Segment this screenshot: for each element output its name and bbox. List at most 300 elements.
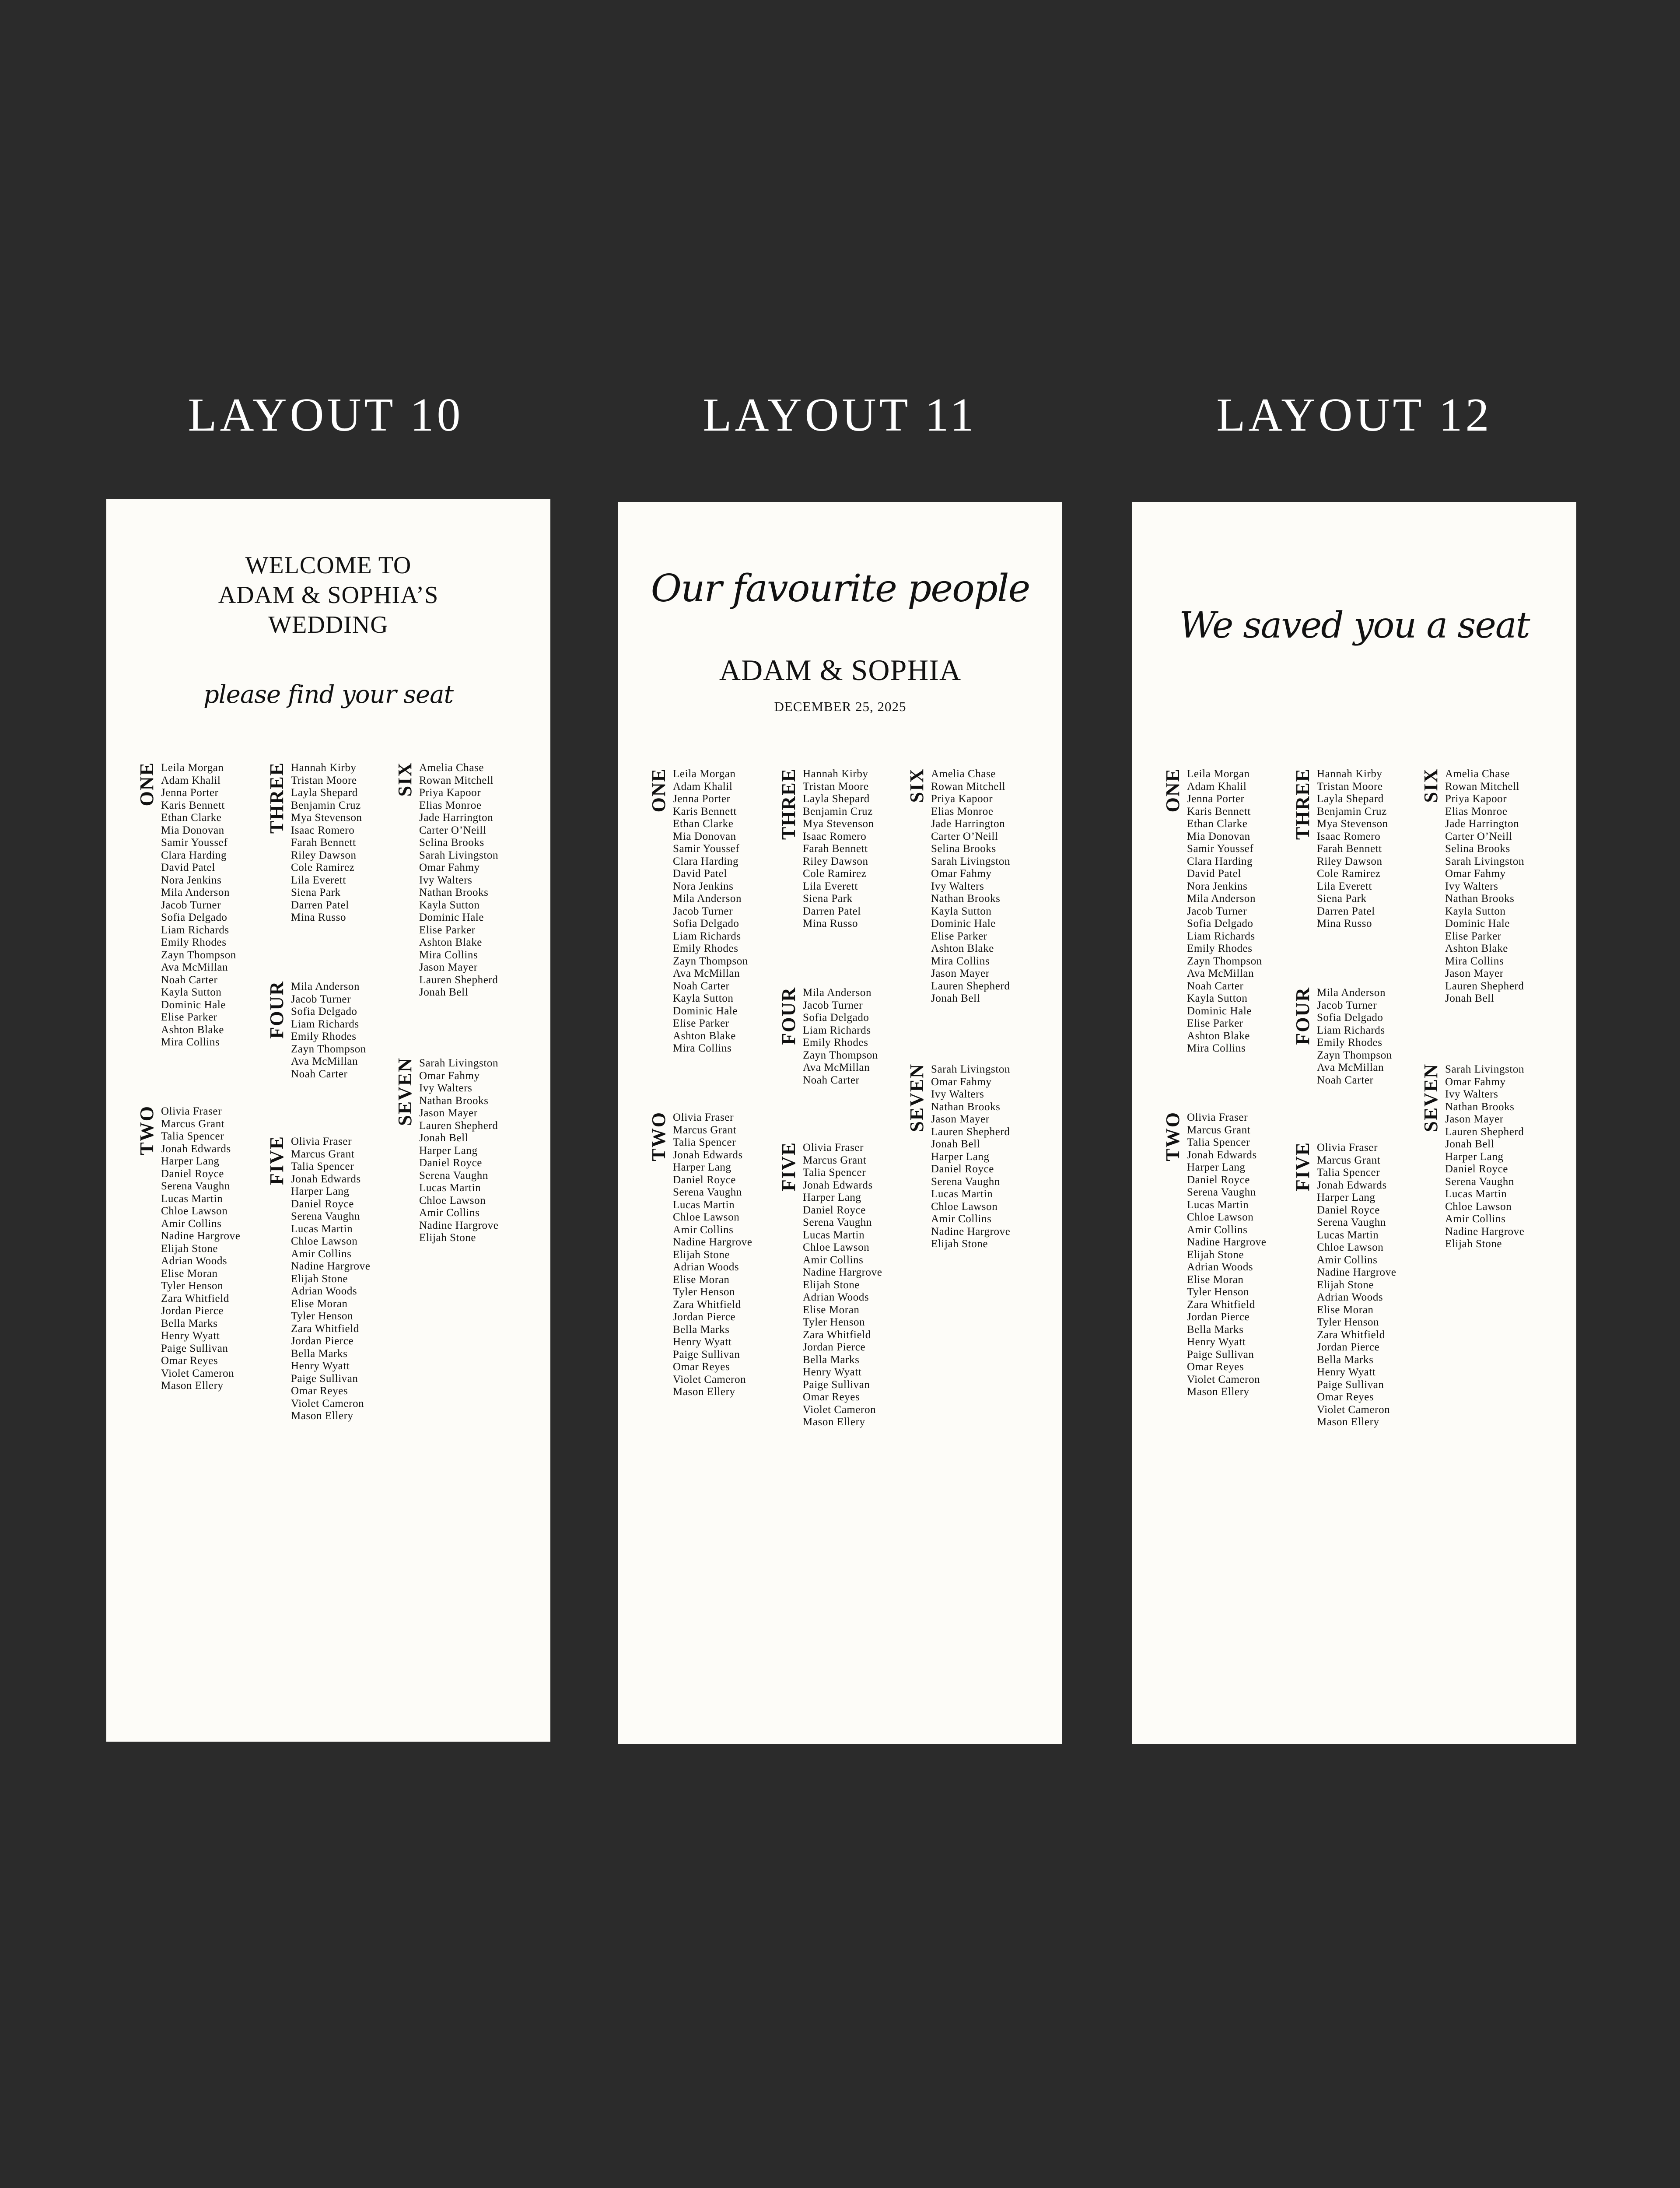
guest-name: Henry Wyatt bbox=[1187, 1336, 1246, 1348]
layout-11-title: LAYOUT 11 bbox=[703, 389, 977, 441]
guest-name: Jordan Pierce bbox=[803, 1341, 866, 1353]
guest-name: Ava McMillan bbox=[803, 1062, 870, 1073]
guest-name: Kayla Sutton bbox=[1445, 905, 1506, 917]
guest-name: Hannah Kirby bbox=[803, 768, 868, 780]
guest-name: Talia Spencer bbox=[1187, 1136, 1250, 1148]
guest-name: Mya Stevenson bbox=[1317, 818, 1388, 830]
guest-name: Jonah Edwards bbox=[1317, 1179, 1387, 1191]
guest-name: Karis Bennett bbox=[673, 805, 737, 817]
guest-name: Rowan Mitchell bbox=[1445, 780, 1520, 792]
guest-name: Zara Whitfield bbox=[673, 1298, 741, 1311]
guest-name: Olivia Fraser bbox=[1187, 1112, 1248, 1123]
guest-name: Henry Wyatt bbox=[291, 1360, 350, 1372]
guest-name: Sofia Delgado bbox=[803, 1012, 869, 1024]
guest-name: Tyler Henson bbox=[803, 1316, 865, 1328]
guest-name: Hannah Kirby bbox=[1317, 768, 1382, 780]
guest-name: Sarah Livingston bbox=[931, 855, 1011, 867]
table-three-guest-list bbox=[803, 768, 874, 930]
guest-name: Serena Vaughn bbox=[1317, 1217, 1386, 1228]
guest-name: Isaac Romero bbox=[291, 824, 355, 836]
guest-name: Mila Anderson bbox=[803, 987, 872, 999]
guest-name: Paige Sullivan bbox=[1187, 1348, 1254, 1360]
guest-name: Samir Youssef bbox=[673, 843, 740, 855]
guest-name: Liam Richards bbox=[1187, 930, 1255, 942]
guest-name: Jacob Turner bbox=[291, 993, 351, 1005]
guest-name: Siena Park bbox=[291, 887, 341, 898]
guest-name: Paige Sullivan bbox=[673, 1348, 740, 1360]
guest-name: Daniel Royce bbox=[291, 1198, 354, 1210]
guest-name: Carter O’Neill bbox=[1445, 830, 1512, 842]
guest-name: Olivia Fraser bbox=[161, 1105, 222, 1117]
guest-name: Zara Whitfield bbox=[161, 1292, 229, 1304]
guest-name: Olivia Fraser bbox=[291, 1136, 352, 1147]
guest-name: Jonah Edwards bbox=[161, 1143, 231, 1155]
guest-name: Nora Jenkins bbox=[161, 874, 222, 886]
guest-name: Samir Youssef bbox=[161, 837, 228, 849]
welcome-line: WELCOME TO bbox=[245, 552, 412, 579]
guest-name: Priya Kapoor bbox=[931, 793, 993, 805]
guest-name: Amir Collins bbox=[1187, 1224, 1248, 1236]
guest-name: Riley Dawson bbox=[291, 849, 357, 861]
guest-name: Noah Carter bbox=[291, 1068, 348, 1080]
guest-name: Bella Marks bbox=[803, 1353, 860, 1366]
guest-name: Bella Marks bbox=[1317, 1353, 1374, 1366]
guest-name: Nathan Brooks bbox=[1445, 893, 1515, 905]
guest-name: Marcus Grant bbox=[673, 1124, 737, 1136]
table-five-guest-list bbox=[1317, 1142, 1396, 1429]
guest-name: Mina Russo bbox=[291, 912, 346, 923]
guest-name: Omar Reyes bbox=[1187, 1361, 1244, 1373]
guest-name: Bella Marks bbox=[673, 1323, 730, 1336]
table-four-label: FOUR bbox=[778, 987, 799, 1045]
guest-name: Chloe Lawson bbox=[419, 1194, 486, 1206]
guest-name: Bella Marks bbox=[1187, 1323, 1244, 1336]
guest-name: Jacob Turner bbox=[803, 999, 863, 1011]
guest-name: Lucas Martin bbox=[673, 1199, 735, 1211]
guest-name: Clara Harding bbox=[673, 855, 739, 867]
guest-name: Adrian Woods bbox=[161, 1255, 228, 1267]
guest-name: Mason Ellery bbox=[161, 1380, 224, 1392]
saved-seat-script: We saved you a seat bbox=[1179, 605, 1530, 646]
table-seven-label: SEVEN bbox=[906, 1063, 928, 1132]
guest-name: Ashton Blake bbox=[161, 1024, 224, 1036]
guest-name: Sofia Delgado bbox=[1317, 1012, 1383, 1024]
guest-name: Harper Lang bbox=[803, 1192, 861, 1203]
guest-name: Omar Fahmy bbox=[1445, 1076, 1506, 1088]
guest-name: Henry Wyatt bbox=[803, 1366, 862, 1378]
guest-name: Amir Collins bbox=[1317, 1254, 1378, 1266]
guest-name: Omar Fahmy bbox=[419, 1069, 480, 1082]
table-seven-label: SEVEN bbox=[1420, 1063, 1442, 1132]
table-three-guest-list bbox=[1317, 768, 1388, 930]
table-two-label: TWO bbox=[136, 1105, 158, 1155]
guest-name: Kayla Sutton bbox=[673, 992, 734, 1004]
guest-name: Elise Parker bbox=[1445, 930, 1502, 942]
guest-name: Lauren Shepherd bbox=[419, 974, 498, 986]
guest-name: Bella Marks bbox=[291, 1347, 348, 1360]
guest-name: David Patel bbox=[1187, 868, 1241, 880]
guest-name: Henry Wyatt bbox=[673, 1336, 732, 1348]
table-six-guest-list bbox=[931, 768, 1010, 1005]
guest-name: Elise Parker bbox=[673, 1017, 729, 1029]
guest-name: Hannah Kirby bbox=[291, 762, 357, 774]
guest-name: Violet Cameron bbox=[803, 1403, 876, 1416]
guest-name: Mason Ellery bbox=[673, 1386, 735, 1398]
guest-name: Liam Richards bbox=[673, 930, 741, 942]
guest-name: Emily Rhodes bbox=[1317, 1037, 1382, 1048]
guest-name: Mira Collins bbox=[419, 949, 478, 961]
guest-name: Omar Reyes bbox=[1317, 1391, 1374, 1403]
guest-name: Amir Collins bbox=[291, 1248, 352, 1260]
guest-name: Jonah Bell bbox=[1445, 1138, 1494, 1150]
table-five-label: FIVE bbox=[266, 1136, 287, 1185]
couple-line: ADAM & SOPHIA’S bbox=[218, 582, 439, 609]
guest-name: Jade Harrington bbox=[419, 812, 494, 824]
guest-name: Ivy Walters bbox=[419, 1082, 472, 1094]
guest-name: Elias Monroe bbox=[1445, 805, 1508, 817]
guest-name: Ivy Walters bbox=[419, 874, 472, 886]
guest-name: Jason Mayer bbox=[419, 1107, 478, 1119]
guest-name: Adam Khalil bbox=[673, 780, 733, 792]
guest-name: Omar Reyes bbox=[673, 1361, 730, 1373]
guest-name: Kayla Sutton bbox=[419, 899, 480, 911]
guest-name: Tyler Henson bbox=[161, 1280, 224, 1292]
guest-name: Zara Whitfield bbox=[1187, 1298, 1255, 1311]
guest-name: Tristan Moore bbox=[291, 774, 357, 786]
table-one-guest-list bbox=[1187, 768, 1262, 1055]
guest-name: Omar Fahmy bbox=[931, 868, 992, 880]
guest-name: Nathan Brooks bbox=[419, 887, 489, 898]
guest-name: Jason Mayer bbox=[931, 1113, 990, 1125]
guest-name: Rowan Mitchell bbox=[931, 780, 1006, 792]
guest-name: Omar Fahmy bbox=[1445, 868, 1506, 880]
guest-name: Jonah Bell bbox=[931, 1138, 980, 1150]
guest-name: Jenna Porter bbox=[1187, 793, 1245, 805]
guest-name: Dominic Hale bbox=[673, 1005, 738, 1017]
guest-name: Siena Park bbox=[803, 893, 853, 905]
guest-name: Daniel Royce bbox=[931, 1163, 994, 1175]
guest-name: Elise Moran bbox=[673, 1273, 730, 1286]
guest-name: Benjamin Cruz bbox=[291, 799, 361, 811]
guest-name: Ivy Walters bbox=[931, 880, 984, 892]
guest-name: Daniel Royce bbox=[673, 1174, 736, 1186]
guest-name: Ivy Walters bbox=[931, 1088, 984, 1100]
guest-name: David Patel bbox=[161, 862, 215, 873]
guest-name: Talia Spencer bbox=[803, 1167, 866, 1178]
table-two-guest-list bbox=[161, 1105, 240, 1392]
guest-name: Harper Lang bbox=[931, 1150, 990, 1163]
guest-name: Chloe Lawson bbox=[931, 1200, 998, 1213]
guest-name: Nathan Brooks bbox=[1445, 1101, 1515, 1113]
guest-name: Jenna Porter bbox=[161, 787, 219, 799]
guest-name: Benjamin Cruz bbox=[1317, 805, 1387, 817]
guest-name: Mila Anderson bbox=[1317, 987, 1386, 999]
guest-name: Daniel Royce bbox=[803, 1204, 866, 1216]
guest-name: Mason Ellery bbox=[803, 1416, 865, 1428]
guest-name: Lila Everett bbox=[1317, 880, 1372, 892]
find-seat-subtitle: please find your seat bbox=[203, 680, 454, 709]
guest-name: Jenna Porter bbox=[673, 793, 731, 805]
guest-name: Nadine Hargrove bbox=[291, 1260, 371, 1272]
guest-name: Harper Lang bbox=[1445, 1150, 1504, 1163]
guest-name: Mina Russo bbox=[1317, 918, 1372, 929]
guest-name: Ava McMillan bbox=[291, 1055, 358, 1067]
guest-name: Violet Cameron bbox=[161, 1367, 234, 1379]
table-four-guest-list bbox=[1317, 987, 1392, 1087]
guest-name: Mira Collins bbox=[931, 955, 990, 967]
guest-name: Omar Fahmy bbox=[419, 862, 480, 873]
guest-name: Jason Mayer bbox=[931, 968, 990, 979]
guest-name: Samir Youssef bbox=[1187, 843, 1254, 855]
guest-name: Elise Parker bbox=[1187, 1017, 1243, 1029]
table-two-guest-list bbox=[673, 1112, 752, 1399]
guest-name: Jade Harrington bbox=[931, 818, 1005, 830]
guest-name: Liam Richards bbox=[291, 1018, 359, 1030]
guest-name: Jordan Pierce bbox=[1187, 1311, 1250, 1323]
table-two-label: TWO bbox=[648, 1112, 669, 1161]
guest-name: Amir Collins bbox=[1445, 1213, 1506, 1225]
guest-name: David Patel bbox=[673, 868, 727, 880]
layout-12-title: LAYOUT 12 bbox=[1216, 389, 1492, 441]
guest-name: Lucas Martin bbox=[803, 1229, 865, 1241]
guest-name: Adam Khalil bbox=[161, 774, 221, 786]
guest-name: Amir Collins bbox=[803, 1254, 864, 1266]
guest-name: Serena Vaughn bbox=[931, 1175, 1000, 1188]
guest-name: Talia Spencer bbox=[161, 1130, 224, 1142]
guest-name: Jacob Turner bbox=[1317, 999, 1377, 1011]
guest-name: Lucas Martin bbox=[1187, 1199, 1249, 1211]
guest-name: Mira Collins bbox=[673, 1042, 732, 1054]
guest-name: Liam Richards bbox=[161, 924, 229, 936]
table-two-label: TWO bbox=[1162, 1112, 1183, 1161]
guest-name: Elijah Stone bbox=[803, 1279, 860, 1291]
guest-name: Benjamin Cruz bbox=[803, 805, 873, 817]
guest-name: Serena Vaughn bbox=[673, 1186, 742, 1198]
guest-name: Priya Kapoor bbox=[1445, 793, 1507, 805]
guest-name: Ivy Walters bbox=[1445, 880, 1498, 892]
guest-name: Ava McMillan bbox=[673, 968, 740, 979]
table-six-label: SIX bbox=[906, 768, 928, 803]
guest-name: Kayla Sutton bbox=[161, 986, 222, 998]
guest-name: Kayla Sutton bbox=[931, 905, 992, 917]
guest-name: Daniel Royce bbox=[1445, 1163, 1508, 1175]
guest-name: Lucas Martin bbox=[1445, 1188, 1507, 1200]
favourite-people-script: Our favourite people bbox=[651, 567, 1030, 610]
guest-name: Omar Reyes bbox=[291, 1385, 348, 1397]
guest-name: Elise Moran bbox=[1187, 1273, 1244, 1286]
guest-name: Jacob Turner bbox=[1187, 905, 1247, 917]
table-five-label: FIVE bbox=[1292, 1142, 1313, 1192]
guest-name: Zayn Thompson bbox=[803, 1049, 878, 1061]
guest-name: Sarah Livingston bbox=[931, 1063, 1011, 1075]
guest-name: Elijah Stone bbox=[291, 1273, 348, 1285]
table-five-guest-list bbox=[803, 1142, 882, 1429]
table-one-label: ONE bbox=[136, 762, 158, 806]
guest-name: Adrian Woods bbox=[291, 1285, 357, 1297]
guest-name: Ashton Blake bbox=[931, 943, 994, 954]
table-three-guest-list bbox=[291, 762, 362, 924]
guest-name: Dominic Hale bbox=[931, 918, 996, 929]
table-four-label: FOUR bbox=[266, 981, 287, 1039]
guest-name: Zayn Thompson bbox=[291, 1043, 366, 1055]
guest-name: Mya Stevenson bbox=[291, 812, 362, 824]
guest-name: Amelia Chase bbox=[419, 762, 484, 774]
guest-name: Serena Vaughn bbox=[419, 1169, 488, 1182]
guest-name: Jonah Edwards bbox=[803, 1179, 873, 1191]
guest-name: Lauren Shepherd bbox=[419, 1119, 498, 1132]
guest-name: Layla Shepard bbox=[1317, 793, 1384, 805]
wedding-line: WEDDING bbox=[268, 611, 388, 638]
table-four-label: FOUR bbox=[1292, 987, 1313, 1045]
guest-name: Jonah Edwards bbox=[673, 1149, 743, 1161]
guest-name: Harper Lang bbox=[161, 1155, 220, 1167]
guest-name: Mia Donovan bbox=[1187, 830, 1250, 842]
guest-name: Nadine Hargrove bbox=[1317, 1266, 1396, 1278]
guest-name: Ava McMillan bbox=[161, 961, 228, 973]
seating-chart-layout-12 bbox=[1132, 502, 1576, 1744]
guest-name: Elias Monroe bbox=[931, 805, 994, 817]
table-seven-guest-list bbox=[1445, 1063, 1524, 1251]
guest-name: Sarah Livingston bbox=[1445, 1063, 1525, 1075]
guest-name: Leila Morgan bbox=[673, 768, 736, 780]
guest-name: Adrian Woods bbox=[673, 1261, 739, 1273]
guest-name: Nadine Hargrove bbox=[161, 1230, 241, 1242]
guest-name: Mya Stevenson bbox=[803, 818, 874, 830]
guest-name: Ava McMillan bbox=[1317, 1062, 1384, 1073]
guest-name: Ethan Clarke bbox=[673, 818, 734, 830]
guest-name: Daniel Royce bbox=[1317, 1204, 1380, 1216]
guest-name: Amelia Chase bbox=[931, 768, 996, 780]
layout-10-title: LAYOUT 10 bbox=[188, 389, 464, 441]
guest-name: Amir Collins bbox=[419, 1207, 480, 1219]
guest-name: Noah Carter bbox=[161, 974, 218, 986]
guest-name: Elijah Stone bbox=[673, 1248, 730, 1261]
guest-name: Tyler Henson bbox=[673, 1286, 735, 1298]
guest-name: Harper Lang bbox=[419, 1144, 478, 1157]
guest-name: Elise Moran bbox=[291, 1297, 348, 1310]
guest-name: Elise Moran bbox=[1317, 1304, 1374, 1316]
guest-name: Sarah Livingston bbox=[419, 849, 499, 861]
table-one-guest-list bbox=[161, 762, 236, 1049]
table-six-guest-list bbox=[419, 762, 498, 999]
guest-name: Harper Lang bbox=[673, 1161, 732, 1173]
guest-name: Cole Ramirez bbox=[291, 862, 355, 873]
guest-name: Tristan Moore bbox=[803, 780, 869, 792]
guest-name: Elijah Stone bbox=[161, 1242, 218, 1255]
guest-name: Serena Vaughn bbox=[1187, 1186, 1256, 1198]
guest-name: Elise Moran bbox=[161, 1267, 218, 1280]
couple-names: ADAM & SOPHIA bbox=[719, 653, 962, 687]
guest-name: Ivy Walters bbox=[1445, 1088, 1498, 1100]
table-seven-label: SEVEN bbox=[394, 1057, 416, 1126]
guest-name: Elijah Stone bbox=[1445, 1238, 1502, 1250]
guest-name: Mason Ellery bbox=[1187, 1386, 1250, 1398]
guest-name: Jade Harrington bbox=[1445, 818, 1519, 830]
guest-name: Marcus Grant bbox=[803, 1154, 867, 1166]
guest-name: Darren Patel bbox=[803, 905, 861, 917]
guest-name: Lauren Shepherd bbox=[931, 980, 1010, 992]
guest-name: Lucas Martin bbox=[419, 1182, 481, 1194]
guest-name: Dominic Hale bbox=[1187, 1005, 1252, 1017]
guest-name: Lauren Shepherd bbox=[1445, 980, 1524, 992]
guest-name: Amir Collins bbox=[931, 1213, 992, 1225]
guest-name: Jacob Turner bbox=[673, 905, 733, 917]
guest-name: Elise Parker bbox=[419, 924, 476, 936]
guest-name: Marcus Grant bbox=[291, 1148, 355, 1160]
guest-name: Farah Bennett bbox=[803, 843, 868, 855]
guest-name: Mason Ellery bbox=[1317, 1416, 1379, 1428]
guest-name: Daniel Royce bbox=[161, 1168, 224, 1180]
guest-name: Paige Sullivan bbox=[803, 1378, 870, 1391]
guest-name: Jonah Edwards bbox=[291, 1173, 361, 1185]
guest-name: Ashton Blake bbox=[419, 936, 482, 948]
guest-name: Lauren Shepherd bbox=[931, 1126, 1010, 1138]
guest-name: Bella Marks bbox=[161, 1317, 218, 1329]
guest-name: Nadine Hargrove bbox=[1187, 1236, 1267, 1248]
guest-name: Serena Vaughn bbox=[291, 1210, 360, 1222]
guest-name: Karis Bennett bbox=[1187, 805, 1251, 817]
guest-name: Nadine Hargrove bbox=[1445, 1225, 1525, 1238]
guest-name: Priya Kapoor bbox=[419, 787, 481, 799]
guest-name: Leila Morgan bbox=[1187, 768, 1250, 780]
guest-name: Nora Jenkins bbox=[1187, 880, 1248, 892]
welcome-heading bbox=[106, 551, 550, 640]
guest-name: Daniel Royce bbox=[419, 1157, 482, 1169]
guest-name: Jonah Bell bbox=[1445, 992, 1494, 1004]
guest-name: Elijah Stone bbox=[419, 1232, 476, 1244]
guest-name: Lucas Martin bbox=[1317, 1229, 1379, 1241]
guest-name: Leila Morgan bbox=[161, 762, 224, 774]
guest-name: Nathan Brooks bbox=[419, 1094, 489, 1107]
guest-name: Jordan Pierce bbox=[291, 1335, 354, 1347]
guest-name: Adam Khalil bbox=[1187, 780, 1247, 792]
guest-name: Chloe Lawson bbox=[673, 1211, 740, 1223]
guest-name: Lauren Shepherd bbox=[1445, 1126, 1524, 1138]
guest-name: Emily Rhodes bbox=[803, 1037, 868, 1048]
guest-name: Elise Moran bbox=[803, 1304, 860, 1316]
guest-name: Mila Anderson bbox=[161, 887, 230, 898]
guest-name: Talia Spencer bbox=[291, 1161, 354, 1172]
table-five-label: FIVE bbox=[778, 1142, 799, 1192]
guest-name: Zayn Thompson bbox=[161, 949, 236, 961]
guest-name: Talia Spencer bbox=[1317, 1167, 1380, 1178]
guest-name: Adrian Woods bbox=[803, 1291, 869, 1303]
guest-name: Riley Dawson bbox=[1317, 855, 1382, 867]
guest-name: Dominic Hale bbox=[419, 912, 484, 923]
guest-name: Ashton Blake bbox=[673, 1030, 736, 1042]
guest-name: Amelia Chase bbox=[1445, 768, 1510, 780]
guest-name: Jason Mayer bbox=[1445, 1113, 1504, 1125]
guest-name: Dominic Hale bbox=[161, 999, 226, 1011]
guest-name: Marcus Grant bbox=[1317, 1154, 1381, 1166]
guest-name: Lucas Martin bbox=[161, 1192, 223, 1205]
guest-name: Lila Everett bbox=[803, 880, 858, 892]
guest-name: Sarah Livingston bbox=[1445, 855, 1525, 867]
table-four-guest-list bbox=[291, 981, 366, 1080]
guest-name: Nora Jenkins bbox=[673, 880, 734, 892]
table-three-label: THREE bbox=[778, 768, 799, 840]
guest-name: Mia Donovan bbox=[673, 830, 736, 842]
guest-name: Riley Dawson bbox=[803, 855, 868, 867]
guest-name: Cole Ramirez bbox=[803, 868, 867, 880]
guest-name: Zara Whitfield bbox=[1317, 1329, 1385, 1341]
guest-name: Chloe Lawson bbox=[291, 1235, 358, 1247]
guest-name: Elias Monroe bbox=[419, 799, 482, 811]
guest-name: Omar Reyes bbox=[803, 1391, 860, 1403]
guest-name: Paige Sullivan bbox=[291, 1372, 358, 1385]
table-seven-guest-list bbox=[931, 1063, 1010, 1251]
guest-name: Jonah Bell bbox=[419, 986, 469, 998]
